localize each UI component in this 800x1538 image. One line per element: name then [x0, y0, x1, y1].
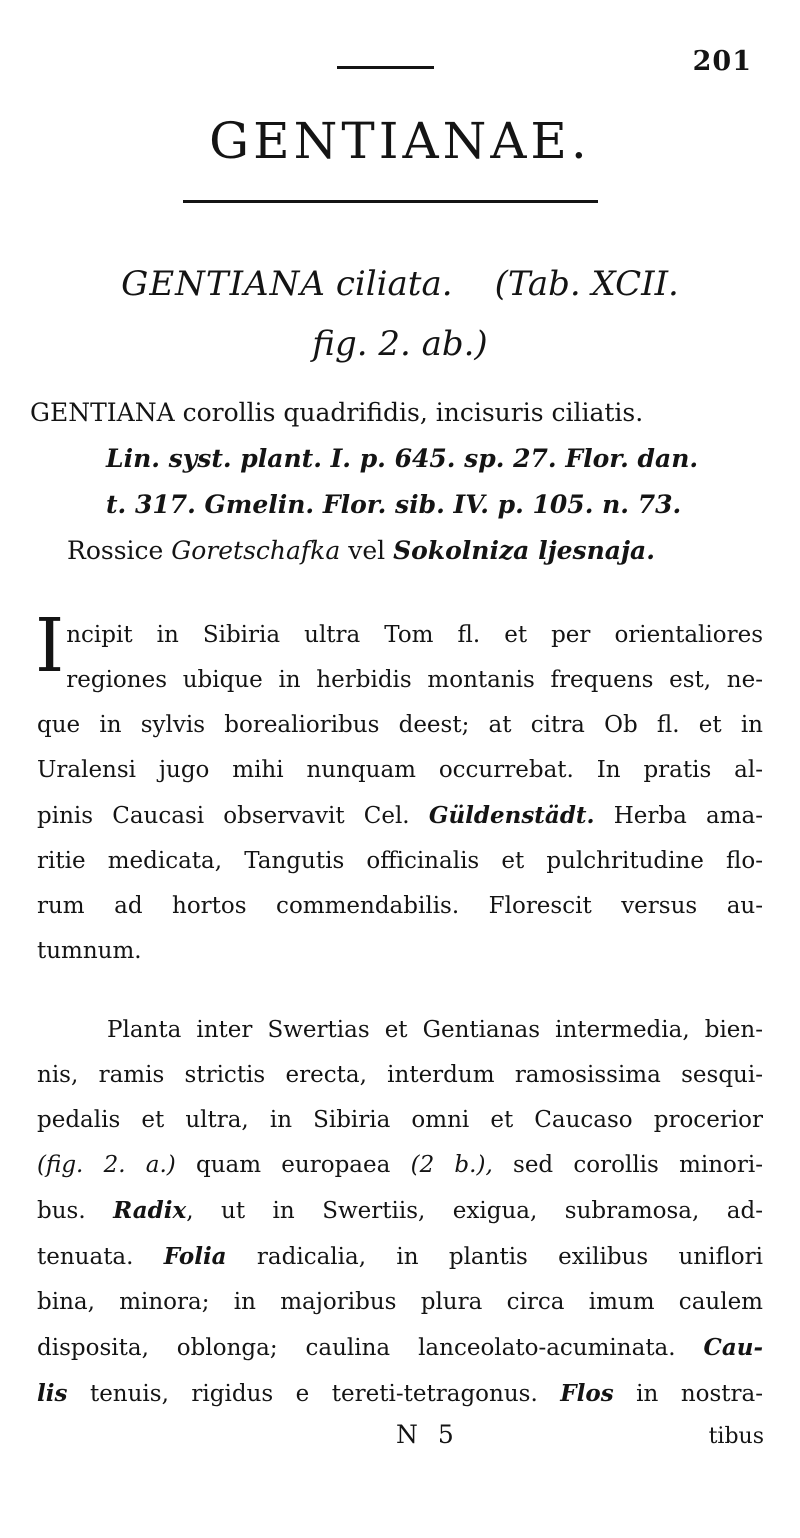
catchword: tibus [708, 1424, 764, 1449]
text-line: que in sylvis borealioribus deest; at citra Ob fl. et in [37, 712, 763, 738]
text-line: tenuata. Folia radicalia, in plantis exilibus uniflori [37, 1243, 764, 1270]
text-line: ritie medicata, Tangutis officinalis et pulchritudine flo- [37, 848, 763, 874]
text-line: ncipit in Sibiria ultra Tom fl. et per orientaliores [66, 622, 763, 648]
paragraph-habitat [35, 603, 764, 974]
term-folia: Folia [163, 1243, 227, 1270]
plate-reference: (Tab. XCII. [494, 264, 679, 304]
text-line: bus. Radix, ut in Swertiis, exigua, subramosa, ad- [37, 1197, 763, 1224]
drop-cap: I [35, 603, 65, 689]
text-line: Uralensi jugo mihi nunquam occurrebat. In pratis al- [37, 757, 763, 783]
citation-line: t. 317. Gmelin. Flor. sib. IV. p. 105. n. 73. [106, 490, 682, 519]
citation-line: Lin. syst. plant. I. p. 645. sp. 27. Flor. dan. [106, 444, 699, 473]
vernacular-names: Rossice Goretschafka vel Sokolniza ljesnaja. [67, 536, 655, 565]
term-caulis: Cau- [703, 1334, 764, 1361]
text-line: disposita, oblonga; caulina lanceolato-acuminata. Cau- [37, 1334, 764, 1361]
text-line: rum ad hortos commendabilis. Florescit versus au- [37, 893, 763, 919]
term-flos: Flos [560, 1380, 614, 1407]
text-line: lis tenuis, rigidus e tereti-tetragonus. Flos in nostra- [37, 1380, 764, 1407]
title-rule [183, 200, 598, 203]
section-title: GENTIANAE. [209, 112, 591, 170]
text-line: Planta inter Swertias et Gentianas intermedia, bien- [107, 1017, 763, 1043]
term-radix: Radix [113, 1197, 187, 1224]
text-line: pedalis et ultra, in Sibiria omni et Caucaso procerior [37, 1107, 763, 1133]
species-genus: GENTIANA [121, 264, 326, 304]
synonymy-block [30, 390, 770, 574]
figure-reference: fig. 2. ab.) [312, 324, 488, 364]
text-line: (fig. 2. a.) quam europaea (2 b.), sed corollis minori- [37, 1152, 764, 1178]
text-line: pinis Caucasi observavit Cel. Güldenstädt. Herba ama- [37, 802, 764, 829]
text-line: bina, minora; in majoribus plura circa imum caulem [37, 1289, 763, 1315]
species-epithet: ciliata. [335, 264, 453, 304]
text-line: regiones ubique in herbidis montanis frequens est, ne- [66, 667, 763, 693]
species-heading [0, 254, 800, 374]
author-name: Güldenstädt. [428, 802, 595, 829]
signature-mark: N 5 [396, 1420, 460, 1449]
diagnosis-line: GENTIANA corollis quadrifidis, incisuris ciliatis. [30, 398, 644, 427]
page-number: 201 [692, 46, 752, 77]
text-line: tumnum. [37, 938, 142, 964]
paragraph-description [37, 1008, 763, 1417]
text-line: nis, ramis strictis erecta, interdum ramosissima sesqui- [37, 1062, 763, 1088]
header-rule [337, 66, 434, 69]
